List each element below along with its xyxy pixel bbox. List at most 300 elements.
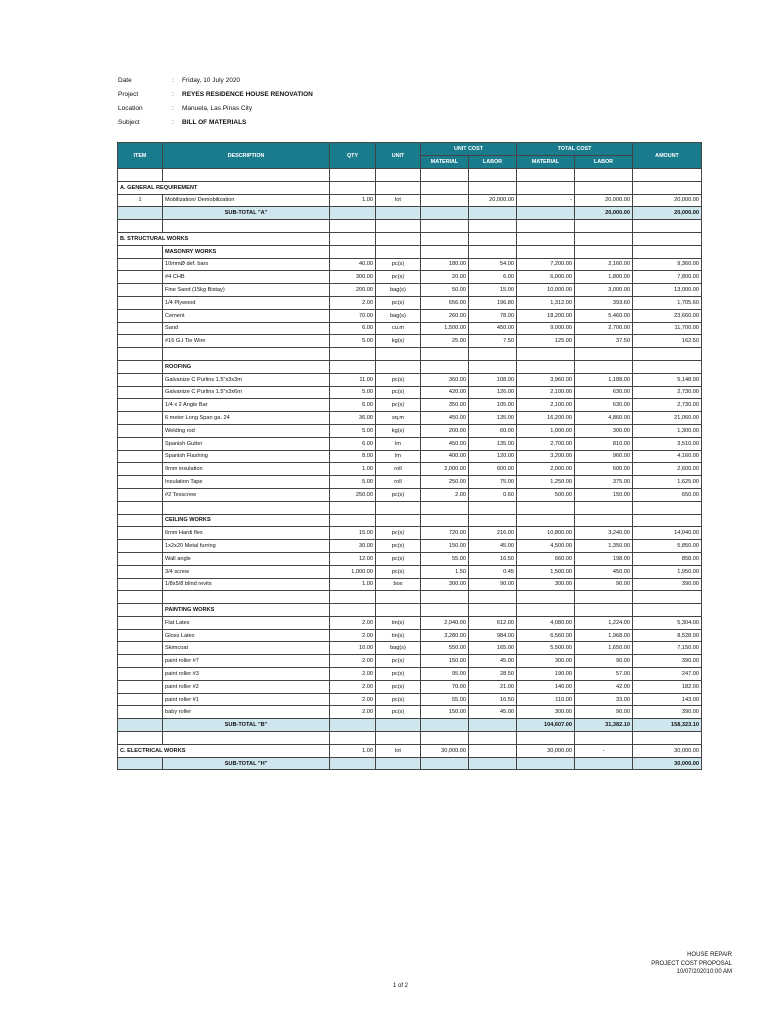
table-row — [118, 463, 702, 476]
col-header-amount: AMOUNT — [633, 143, 702, 169]
item-qty: 1,000.00 — [330, 565, 376, 578]
header-value: BILL OF MATERIALS — [182, 119, 247, 126]
item-amount: 23,660.00 — [633, 309, 702, 322]
col-header-unit: UNIT — [376, 143, 421, 169]
total-cost-material: 2,700.00 — [517, 437, 575, 450]
empty-cell — [575, 220, 633, 233]
total-cost-labor: 1,224.00 — [575, 616, 633, 629]
total-cost-material: 16,200.00 — [517, 412, 575, 425]
item-qty: 8.00 — [330, 450, 376, 463]
item-amount: 21,060.00 — [633, 412, 702, 425]
unit-cost-labor: 126.00 — [469, 386, 517, 399]
col-header-qty: QTY — [330, 143, 376, 169]
empty-cell — [575, 232, 633, 245]
item-description: #4 CHB — [163, 271, 330, 284]
document-header — [118, 74, 313, 130]
item-qty: 70.00 — [330, 309, 376, 322]
empty-cell — [330, 732, 376, 745]
empty-cell — [633, 732, 702, 745]
empty-cell — [163, 169, 330, 182]
empty-cell — [118, 719, 163, 732]
item-qty: 200.00 — [330, 284, 376, 297]
unit-cost-material: 420.00 — [421, 386, 469, 399]
item-unit: lm — [376, 450, 421, 463]
table-row — [118, 296, 702, 309]
total-cost-labor: 1,968.00 — [575, 629, 633, 642]
unit-cost-material: 400.00 — [421, 450, 469, 463]
item-unit: roll — [376, 463, 421, 476]
item-description: Spanish Gutter — [163, 437, 330, 450]
empty-cell — [421, 514, 469, 527]
item-qty: 6.00 — [330, 322, 376, 335]
item-number — [118, 437, 163, 450]
col-header-unit-labor: LABOR — [469, 156, 517, 169]
subtotal-row — [118, 207, 702, 220]
item-number — [118, 488, 163, 501]
unit-cost-labor: 28.50 — [469, 668, 517, 681]
unit-cost-material: 2,040.00 — [421, 616, 469, 629]
table-row — [118, 258, 702, 271]
total-cost-material: 300.00 — [517, 655, 575, 668]
empty-cell — [517, 245, 575, 258]
table-row — [118, 488, 702, 501]
item-unit: box — [376, 578, 421, 591]
empty-cell — [421, 501, 469, 514]
header-row — [118, 74, 313, 88]
empty-cell — [421, 348, 469, 361]
item-amount: 1,705.60 — [633, 296, 702, 309]
total-cost-labor: 57.00 — [575, 668, 633, 681]
total-cost-labor: 90.00 — [575, 706, 633, 719]
empty-cell — [118, 220, 163, 233]
item-amount: 5,850.00 — [633, 540, 702, 553]
total-cost-labor: 393.60 — [575, 296, 633, 309]
total-cost-material: 2,100.00 — [517, 386, 575, 399]
item-amount: 390.00 — [633, 706, 702, 719]
item-number — [118, 527, 163, 540]
empty-cell — [469, 604, 517, 617]
item-description: Fine Sand (15kg Bistay) — [163, 284, 330, 297]
item-qty: 6.00 — [330, 399, 376, 412]
item-amount: 247.00 — [633, 668, 702, 681]
total-cost-material: - — [517, 194, 575, 207]
unit-cost-labor: 135.00 — [469, 437, 517, 450]
empty-cell — [633, 501, 702, 514]
item-number — [118, 271, 163, 284]
empty-cell — [118, 207, 163, 220]
table-row — [118, 309, 702, 322]
table-row — [118, 668, 702, 681]
item-description: 1/4 x 2 Angle Bar — [163, 399, 330, 412]
item-unit: lot — [376, 744, 421, 757]
subtotal-labor: 31,382.10 — [575, 719, 633, 732]
empty-cell — [469, 757, 517, 770]
item-description: Flat Latex — [163, 616, 330, 629]
empty-cell — [575, 591, 633, 604]
empty-cell — [517, 220, 575, 233]
empty-cell — [330, 348, 376, 361]
total-cost-material: 2,000.00 — [517, 463, 575, 476]
group-title: PAINTING WORKS — [163, 604, 330, 617]
item-amount: 14,040.00 — [633, 527, 702, 540]
empty-cell — [163, 732, 330, 745]
empty-cell — [517, 591, 575, 604]
table-row — [118, 335, 702, 348]
item-description: paint roller #7 — [163, 655, 330, 668]
item-amount: 858.00 — [633, 552, 702, 565]
empty-cell — [118, 360, 163, 373]
empty-cell — [575, 501, 633, 514]
footer-subtitle: PROJECT COST PROPOSAL — [651, 960, 732, 967]
empty-cell — [118, 514, 163, 527]
empty-cell — [469, 591, 517, 604]
item-unit: lm — [376, 437, 421, 450]
item-number — [118, 322, 163, 335]
empty-cell — [469, 169, 517, 182]
total-cost-material: 5,500.00 — [517, 642, 575, 655]
unit-cost-material: 260.00 — [421, 309, 469, 322]
empty-cell — [421, 757, 469, 770]
empty-cell — [376, 604, 421, 617]
empty-cell — [421, 719, 469, 732]
item-qty: 12.00 — [330, 552, 376, 565]
empty-cell — [118, 591, 163, 604]
table-row — [118, 399, 702, 412]
col-header-total-material: MATERIAL — [517, 156, 575, 169]
item-number — [118, 693, 163, 706]
table-row — [118, 194, 702, 207]
item-amount: 182.00 — [633, 680, 702, 693]
unit-cost-material: 25.00 — [421, 335, 469, 348]
header-value: Manuela, Las Pinas City — [182, 105, 253, 112]
footer-timestamp: 10/07/202010:00 AM — [676, 969, 732, 975]
header-colon: : — [172, 119, 174, 126]
item-number: 1 — [118, 194, 163, 207]
item-amount: 2,730.00 — [633, 399, 702, 412]
item-number — [118, 655, 163, 668]
item-description: paint roller #1 — [163, 693, 330, 706]
empty-cell — [118, 604, 163, 617]
total-cost-labor: 300.00 — [575, 424, 633, 437]
unit-cost-labor: 20,000.00 — [469, 194, 517, 207]
blank-row — [118, 501, 702, 514]
empty-cell — [376, 220, 421, 233]
item-description: Skimcoat — [163, 642, 330, 655]
total-cost-labor: 90.00 — [575, 655, 633, 668]
unit-cost-labor: 90.00 — [469, 578, 517, 591]
empty-cell — [330, 360, 376, 373]
empty-cell — [421, 360, 469, 373]
total-cost-labor: 3,240.00 — [575, 527, 633, 540]
item-description: paint roller #3 — [163, 668, 330, 681]
item-number — [118, 412, 163, 425]
empty-cell — [376, 181, 421, 194]
item-unit: pc(s) — [376, 488, 421, 501]
unit-cost-labor: 16.50 — [469, 552, 517, 565]
empty-cell — [575, 732, 633, 745]
subtotal-amount: 30,000.00 — [633, 757, 702, 770]
item-number — [118, 616, 163, 629]
item-number — [118, 680, 163, 693]
table-row — [118, 412, 702, 425]
unit-cost-labor: 0.60 — [469, 488, 517, 501]
total-cost-labor: 20,000.00 — [575, 194, 633, 207]
footer-info — [651, 951, 732, 977]
unit-cost-labor: 45.00 — [469, 655, 517, 668]
subtotal-material — [517, 757, 575, 770]
total-cost-material: 10,800.00 — [517, 527, 575, 540]
unit-cost-labor: 120.00 — [469, 450, 517, 463]
item-number — [118, 309, 163, 322]
item-unit: pc(s) — [376, 399, 421, 412]
unit-cost-material: 360.00 — [421, 373, 469, 386]
item-amount: 7,800.00 — [633, 271, 702, 284]
item-qty: 5.00 — [330, 476, 376, 489]
item-amount: 4,160.00 — [633, 450, 702, 463]
empty-cell — [330, 169, 376, 182]
table-row — [118, 437, 702, 450]
subtotal-material: 104,607.00 — [517, 719, 575, 732]
empty-cell — [163, 220, 330, 233]
table-row — [118, 552, 702, 565]
total-cost-labor: 33.00 — [575, 693, 633, 706]
total-cost-labor: 4,860.00 — [575, 412, 633, 425]
item-number — [118, 258, 163, 271]
item-unit: pc(s) — [376, 693, 421, 706]
table-row — [118, 565, 702, 578]
item-unit: bag(s) — [376, 284, 421, 297]
item-description: Insulation Tape — [163, 476, 330, 489]
col-header-unit-material: MATERIAL — [421, 156, 469, 169]
total-cost-material: 10,000.00 — [517, 284, 575, 297]
unit-cost-material: 250.00 — [421, 476, 469, 489]
empty-cell — [421, 169, 469, 182]
item-number — [118, 476, 163, 489]
empty-cell — [517, 501, 575, 514]
group-row — [118, 245, 702, 258]
empty-cell — [469, 719, 517, 732]
item-qty: 11.00 — [330, 373, 376, 386]
item-description: 1/8x5/8 blind revits — [163, 578, 330, 591]
empty-cell — [517, 732, 575, 745]
item-number — [118, 668, 163, 681]
empty-cell — [517, 181, 575, 194]
table-row — [118, 322, 702, 335]
empty-cell — [469, 360, 517, 373]
empty-cell — [376, 207, 421, 220]
empty-cell — [469, 245, 517, 258]
empty-cell — [517, 169, 575, 182]
item-description: Galvanize C Purlins 1.5"x3x6m — [163, 386, 330, 399]
header-colon: : — [172, 77, 174, 84]
item-description: Welding rod — [163, 424, 330, 437]
item-unit: pc(s) — [376, 680, 421, 693]
empty-cell — [469, 181, 517, 194]
empty-cell — [633, 514, 702, 527]
unit-cost-material: 150.00 — [421, 655, 469, 668]
section-title: C. ELECTRICAL WORKS — [118, 744, 330, 757]
header-label: Project — [118, 91, 139, 98]
item-description: 10mmØ def. bars — [163, 258, 330, 271]
empty-cell — [575, 360, 633, 373]
item-number — [118, 335, 163, 348]
unit-cost-material: 450.00 — [421, 412, 469, 425]
blank-row — [118, 591, 702, 604]
total-cost-material: 7,200.00 — [517, 258, 575, 271]
item-unit: cu.m — [376, 322, 421, 335]
empty-cell — [421, 591, 469, 604]
total-cost-labor: 5,460.00 — [575, 309, 633, 322]
item-qty: 2.00 — [330, 706, 376, 719]
item-amount: 2,600.00 — [633, 463, 702, 476]
item-unit: pc(s) — [376, 527, 421, 540]
unit-cost-labor: 45.00 — [469, 706, 517, 719]
item-number — [118, 642, 163, 655]
item-unit: bag(s) — [376, 642, 421, 655]
item-qty: 1.00 — [330, 744, 376, 757]
group-row — [118, 514, 702, 527]
total-cost-labor: - — [575, 744, 633, 757]
item-number — [118, 373, 163, 386]
col-header-description: DESCRIPTION — [163, 143, 330, 169]
unit-cost-material: 2.00 — [421, 488, 469, 501]
footer-title: HOUSE REPAIR — [687, 952, 732, 958]
total-cost-labor: 42.00 — [575, 680, 633, 693]
unit-cost-labor: 78.00 — [469, 309, 517, 322]
item-number — [118, 424, 163, 437]
item-amount: 30,000.00 — [633, 744, 702, 757]
unit-cost-material: 50.00 — [421, 284, 469, 297]
header-label: Location — [118, 105, 143, 112]
table-row — [118, 655, 702, 668]
empty-cell — [633, 591, 702, 604]
empty-cell — [163, 591, 330, 604]
unit-cost-material: 450.00 — [421, 437, 469, 450]
section-title: A. GENERAL REQUIREMENT — [118, 181, 330, 194]
item-qty: 300.00 — [330, 271, 376, 284]
empty-cell — [330, 232, 376, 245]
empty-cell — [469, 220, 517, 233]
total-cost-labor: 2,160.00 — [575, 258, 633, 271]
item-unit: tin(s) — [376, 629, 421, 642]
unit-cost-labor: 216.00 — [469, 527, 517, 540]
total-cost-labor: 630.00 — [575, 399, 633, 412]
table-row — [118, 706, 702, 719]
item-description: Gloss Latex — [163, 629, 330, 642]
unit-cost-material: 30,000.00 — [421, 744, 469, 757]
unit-cost-labor: 45.00 — [469, 540, 517, 553]
item-amount: 7,150.00 — [633, 642, 702, 655]
table-row — [118, 450, 702, 463]
unit-cost-labor: 196.80 — [469, 296, 517, 309]
total-cost-material: 1,250.00 — [517, 476, 575, 489]
unit-cost-labor: 135.00 — [469, 412, 517, 425]
subtotal-amount: 158,323.10 — [633, 719, 702, 732]
item-number — [118, 284, 163, 297]
empty-cell — [118, 501, 163, 514]
item-amount: 650.00 — [633, 488, 702, 501]
item-unit: roll — [376, 476, 421, 489]
group-title: ROOFING — [163, 360, 330, 373]
item-number — [118, 540, 163, 553]
empty-cell — [376, 360, 421, 373]
empty-cell — [421, 220, 469, 233]
empty-cell — [376, 169, 421, 182]
unit-cost-material: 720.00 — [421, 527, 469, 540]
unit-cost-material: 3,280.00 — [421, 629, 469, 642]
empty-cell — [517, 232, 575, 245]
item-description: baby roller — [163, 706, 330, 719]
item-unit: lot — [376, 194, 421, 207]
item-description: paint roller #2 — [163, 680, 330, 693]
subtotal-label: SUB-TOTAL "H" — [163, 757, 330, 770]
table-row — [118, 373, 702, 386]
item-qty: 5.00 — [330, 386, 376, 399]
section-title: B. STRUCTURAL WORKS — [118, 232, 330, 245]
section-row — [118, 232, 702, 245]
item-amount: 162.50 — [633, 335, 702, 348]
total-cost-material: 3,200.00 — [517, 450, 575, 463]
empty-cell — [376, 514, 421, 527]
unit-cost-labor: 165.00 — [469, 642, 517, 655]
empty-cell — [118, 245, 163, 258]
total-cost-material: 300.00 — [517, 578, 575, 591]
total-cost-labor: 198.00 — [575, 552, 633, 565]
unit-cost-labor: 21.00 — [469, 680, 517, 693]
item-amount: 1,625.00 — [633, 476, 702, 489]
subtotal-row — [118, 719, 702, 732]
item-description: 6mm Hardi flex — [163, 527, 330, 540]
unit-cost-material: 350.00 — [421, 399, 469, 412]
item-qty: 40.00 — [330, 258, 376, 271]
empty-cell — [421, 604, 469, 617]
empty-cell — [633, 220, 702, 233]
header-label: Subject — [118, 119, 140, 126]
item-unit: pc(s) — [376, 373, 421, 386]
table-row — [118, 629, 702, 642]
empty-cell — [469, 514, 517, 527]
empty-cell — [633, 232, 702, 245]
unit-cost-material: 1,500.00 — [421, 322, 469, 335]
total-cost-material: 190.00 — [517, 668, 575, 681]
item-number — [118, 578, 163, 591]
empty-cell — [575, 181, 633, 194]
total-cost-labor: 2,700.00 — [575, 322, 633, 335]
item-unit: pc(s) — [376, 668, 421, 681]
unit-cost-labor: 75.00 — [469, 476, 517, 489]
unit-cost-material: 55.00 — [421, 693, 469, 706]
item-qty: 2.00 — [330, 680, 376, 693]
section-item-row — [118, 744, 702, 757]
empty-cell — [330, 207, 376, 220]
item-qty: 1.00 — [330, 463, 376, 476]
unit-cost-labor: 984.00 — [469, 629, 517, 642]
unit-cost-labor: 108.00 — [469, 373, 517, 386]
unit-cost-material: 95.00 — [421, 668, 469, 681]
item-number — [118, 450, 163, 463]
table-row — [118, 284, 702, 297]
empty-cell — [376, 232, 421, 245]
item-number — [118, 565, 163, 578]
unit-cost-labor: 16.50 — [469, 693, 517, 706]
item-qty: 2.00 — [330, 668, 376, 681]
item-amount: 5,304.00 — [633, 616, 702, 629]
table-row — [118, 476, 702, 489]
item-qty: 6.00 — [330, 437, 376, 450]
item-description: 1/4 Plywood — [163, 296, 330, 309]
empty-cell — [633, 348, 702, 361]
empty-cell — [330, 757, 376, 770]
